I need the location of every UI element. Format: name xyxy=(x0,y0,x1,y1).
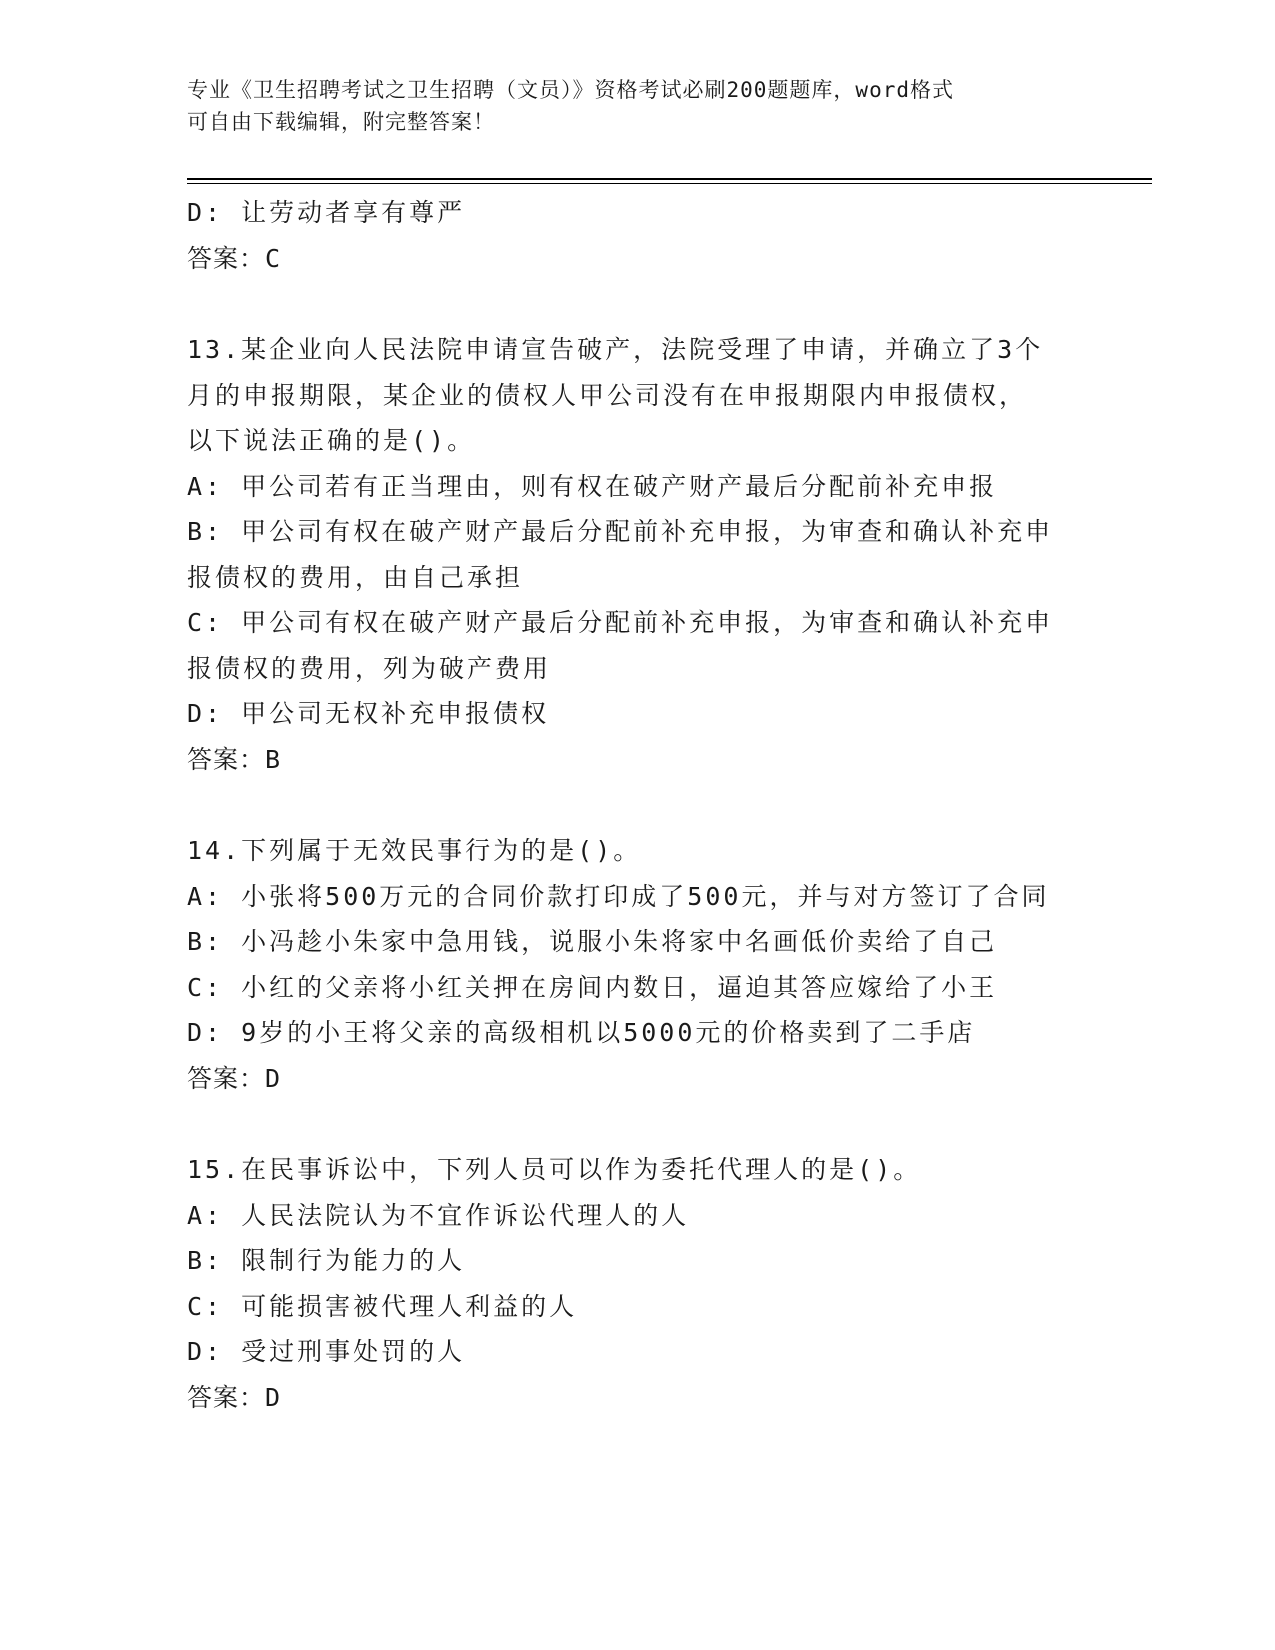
option-a: A: 人民法院认为不宜作诉讼代理人的人 xyxy=(187,1200,690,1230)
option-b: B: 限制行为能力的人 xyxy=(187,1246,466,1275)
option-c: C: 可能损害被代理人利益的人 xyxy=(187,1291,578,1321)
document-body xyxy=(187,190,1107,1420)
option-c: C: 甲公司有权在破产财产最后分配前补充申报，为审查和确认补充申 xyxy=(187,608,1054,637)
option-d: D: 甲公司无权补充申报债权 xyxy=(187,699,550,728)
option-a: A: 甲公司若有正当理由，则有权在破产财产最后分配前补充申报 xyxy=(187,471,998,501)
question-stem: 15.在民事诉讼中，下列人员可以作为委托代理人的是()。 xyxy=(187,1155,922,1184)
answer: 答案：B xyxy=(187,744,282,774)
option-a: A: 小张将500万元的合同价款打印成了500元，并与对方签订了合同 xyxy=(187,881,1050,911)
question-15 xyxy=(187,1147,1107,1420)
answer: 答案：C xyxy=(187,243,282,273)
option-c: C: 小红的父亲将小红关押在房间内数日，逼迫其答应嫁给了小王 xyxy=(187,972,998,1002)
answer: 答案：D xyxy=(187,1382,282,1412)
header-line-2: 可自由下载编辑，附完整答案！ xyxy=(187,110,495,134)
question-14 xyxy=(187,828,1107,1101)
question-stem: 月的申报期限，某企业的债权人甲公司没有在申报期限内申报债权， xyxy=(187,380,1028,410)
header-divider-thin xyxy=(187,183,1152,184)
option-b: B: 甲公司有权在破产财产最后分配前补充申报，为审查和确认补充申 xyxy=(187,517,1054,546)
question-stem: 13.某企业向人民法院申请宣告破产，法院受理了申请，并确立了3个 xyxy=(187,335,1044,364)
option-d: D: 9岁的小王将父亲的高级相机以5000元的价格卖到了二手店 xyxy=(187,1018,976,1047)
option-c-continued: 报债权的费用，列为破产费用 xyxy=(187,653,552,683)
option-d: D: 受过刑事处罚的人 xyxy=(187,1337,466,1366)
previous-question xyxy=(187,190,1107,281)
header-line-1: 专业《卫生招聘考试之卫生招聘（文员）》资格考试必刷200题题库，word格式 xyxy=(187,78,954,102)
option-b-continued: 报债权的费用，由自己承担 xyxy=(187,562,524,592)
question-13 xyxy=(187,327,1107,782)
question-stem: 以下说法正确的是()。 xyxy=(187,426,476,455)
option-d: D: 让劳动者享有尊严 xyxy=(187,198,466,227)
option-b: B: 小冯趁小朱家中急用钱，说服小朱将家中名画低价卖给了自己 xyxy=(187,927,998,956)
header-divider xyxy=(187,178,1152,180)
question-stem: 14.下列属于无效民事行为的是()。 xyxy=(187,836,642,865)
page-header xyxy=(187,74,1067,138)
answer: 答案：D xyxy=(187,1063,282,1093)
